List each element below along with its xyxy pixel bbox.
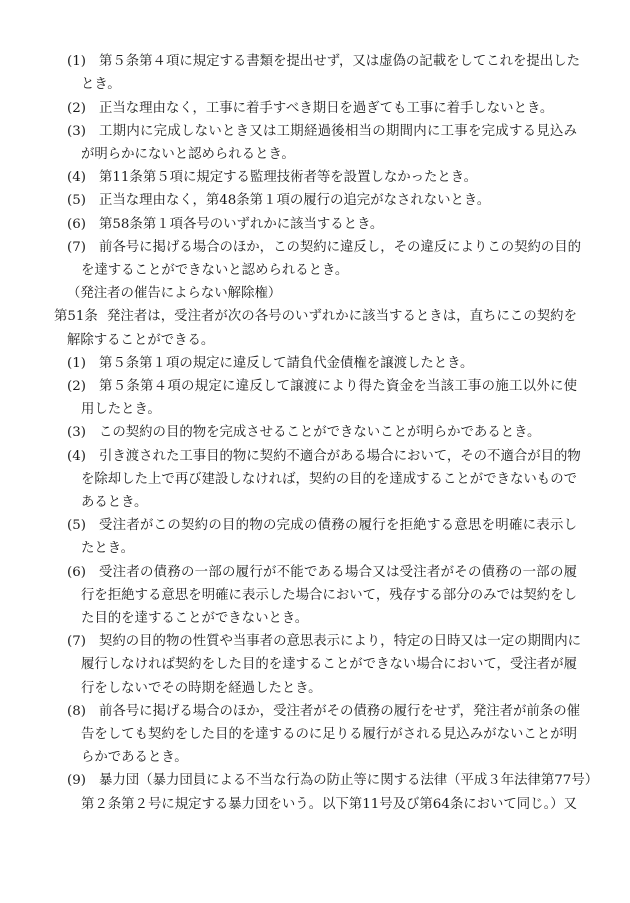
- item-text: 行をしないでその時期を経過したとき。: [81, 680, 322, 696]
- item-text: 告をしても契約をした目的を達するのに足りる履行がされる見込みがないことが明: [81, 726, 577, 742]
- item-number: (6): [67, 564, 86, 580]
- article-text: 発注者は，受注者が次の各号のいずれかに該当するときは，直ちにこの契約を: [107, 309, 577, 325]
- item-text: この契約の目的物を完成させることができないことが明らかであるとき。: [99, 425, 541, 441]
- item-number: (4): [67, 448, 86, 464]
- item-text: らかであるとき。: [81, 750, 188, 766]
- item-number: (1): [67, 355, 86, 371]
- item-number: (5): [67, 518, 86, 534]
- item-text: 契約の目的物の性質や当事者の意思表示により，特定の日時又は一定の期間内に: [99, 634, 582, 650]
- item-text: 受注者の債務の一部の履行が不能である場合又は受注者がその債務の一部の履: [99, 564, 577, 580]
- item-text: 第５条第１項の規定に違反して請負代金債権を譲渡したとき。: [99, 355, 474, 371]
- item-text: 前各号に掲げる場合のほか，受注者がその債務の履行をせず，発注者が前条の催: [99, 703, 580, 719]
- item-text: 引き渡された工事目的物に契約不適合がある場合において，その不適合が目的物: [99, 448, 581, 464]
- item-text: たとき。: [81, 541, 135, 557]
- item-number: (5): [67, 193, 86, 209]
- item-number: (8): [67, 703, 86, 719]
- item-number: (3): [67, 425, 86, 441]
- item-text: 受注者がこの契約の目的物の完成の債務の履行を拒絶する意思を明確に表示し: [99, 518, 577, 534]
- item-text: 第２条第２号に規定する暴力団をいう。以下第11号及び第64条において同じ。）又: [81, 796, 578, 812]
- item-text: 第５条第４項の規定に違反して譲渡により得た資金を当該工事の施工以外に使: [99, 378, 577, 394]
- item-text: を除却した上で再び建設しなければ，契約の目的を達成することができないもので: [81, 471, 577, 487]
- item-number: (6): [67, 216, 86, 232]
- item-text: 暴力団（暴力団員による不当な行為の防止等に関する法律（平成３年法律第77号）: [99, 773, 599, 789]
- item-text: 履行しなければ契約をした目的を達することができない場合において，受注者が履: [81, 657, 577, 673]
- article-number: 第51条: [54, 309, 98, 325]
- item-number: (1): [67, 54, 86, 70]
- item-number: (4): [67, 170, 86, 186]
- item-text: 正当な理由なく，第48条第１項の履行の追完がなされないとき。: [99, 193, 491, 209]
- item-text: が明らかにないと認められるとき。: [81, 146, 295, 162]
- item-number: (7): [67, 634, 86, 650]
- item-number: (9): [67, 773, 86, 789]
- item-text: を達することができないと認められるとき。: [81, 262, 349, 278]
- article-text: 解除することができる。: [67, 332, 215, 348]
- item-number: (3): [67, 123, 86, 139]
- article-caption: （発注者の催告によらない解除権）: [67, 286, 282, 302]
- item-text: た目的を達することができないとき。: [81, 610, 309, 626]
- item-number: (2): [67, 100, 86, 116]
- item-text: あるとき。: [81, 494, 148, 510]
- item-text: 正当な理由なく，工事に着手すべき期日を過ぎても工事に着手しないとき。: [99, 100, 554, 116]
- item-text: 用したとき。: [81, 402, 161, 418]
- item-text: 第11条第５項に規定する監理技術者等を設置しなかったとき。: [99, 170, 478, 186]
- item-number: (2): [67, 378, 86, 394]
- item-number: (7): [67, 239, 86, 255]
- item-text: 第58条第１項各号のいずれかに該当するとき。: [99, 216, 384, 232]
- item-text: 工期内に完成しないとき又は工期経過後相当の期間内に工事を完成する見込み: [99, 123, 577, 139]
- item-text: 第５条第４項に規定する書類を提出せず，又は虚偽の記載をしてこれを提出した: [99, 54, 580, 70]
- item-text: とき。: [81, 77, 121, 93]
- item-text: 前各号に掲げる場合のほか，この契約に違反し，その違反によりこの契約の目的: [99, 239, 582, 255]
- item-text: 行を拒絶する意思を明確に表示した場合において，残存する部分のみでは契約をし: [81, 587, 577, 603]
